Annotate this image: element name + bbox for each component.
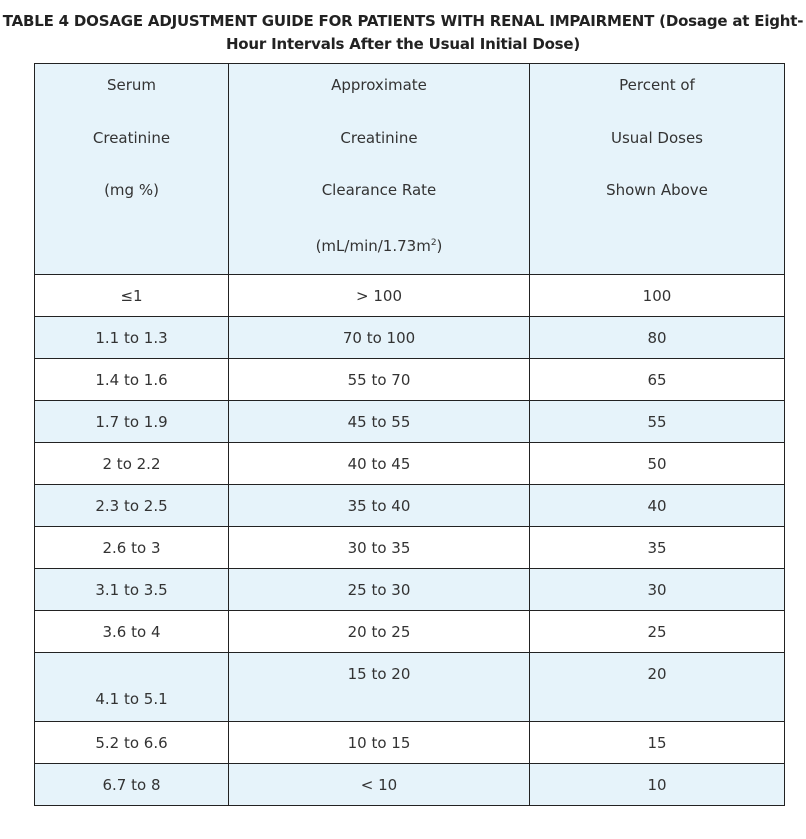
dosage-table (34, 63, 785, 806)
header-unit (229, 222, 529, 275)
cell-clearance: 55 to 70 (229, 359, 530, 401)
header-text: Shown Above (606, 181, 708, 199)
table-row (35, 317, 785, 359)
cell-clearance (229, 653, 530, 722)
cell-serum: 6.7 to 8 (35, 764, 229, 806)
header-text: Percent of (619, 76, 695, 94)
cell-clearance-text: 15 to 20 (347, 665, 411, 683)
cell-serum-text: 4.1 to 5.1 (95, 690, 168, 708)
header-text: Usual Doses (610, 128, 703, 147)
cell-percent: 10 (530, 764, 785, 806)
table-row (35, 401, 785, 443)
cell-clearance: 10 to 15 (229, 722, 530, 764)
table-row (35, 653, 785, 722)
header-text: Serum (106, 76, 157, 94)
header-text: Creatinine (340, 128, 418, 147)
cell-clearance: 45 to 55 (229, 401, 530, 443)
header-unit-close: ) (436, 236, 443, 255)
cell-clearance: 40 to 45 (229, 443, 530, 485)
table-row (35, 764, 785, 806)
cell-percent: 50 (530, 443, 785, 485)
cell-percent: 65 (530, 359, 785, 401)
table-row (35, 722, 785, 764)
cell-percent: 55 (530, 401, 785, 443)
cell-percent: 15 (530, 722, 785, 764)
table-caption (0, 10, 806, 56)
cell-percent (530, 653, 785, 722)
table-row (35, 275, 785, 317)
header-row (35, 64, 785, 275)
cell-serum: 2 to 2.2 (35, 443, 229, 485)
table-row (35, 569, 785, 611)
table-row (35, 611, 785, 653)
cell-percent: 35 (530, 527, 785, 569)
header-text: Creatinine (92, 128, 171, 147)
caption-line-2: Hour Intervals After the Usual Initial Dose) (225, 35, 581, 53)
caption-line-1: TABLE 4 DOSAGE ADJUSTMENT GUIDE FOR PATIENTS WITH RENAL IMPAIRMENT (Dosage at Eight- (2, 12, 804, 30)
cell-serum: 1.1 to 1.3 (35, 317, 229, 359)
cell-percent: 100 (530, 275, 785, 317)
header-serum-creatinine (35, 64, 229, 275)
table-row (35, 359, 785, 401)
cell-clearance: 30 to 35 (229, 527, 530, 569)
cell-percent-text: 20 (647, 665, 667, 683)
cell-percent: 25 (530, 611, 785, 653)
header-text: Clearance Rate (321, 181, 437, 199)
cell-serum: ≤1 (35, 275, 229, 317)
header-text: Approximate (331, 76, 427, 94)
cell-serum: 3.6 to 4 (35, 611, 229, 653)
table-row (35, 527, 785, 569)
cell-percent: 40 (530, 485, 785, 527)
cell-serum: 1.4 to 1.6 (35, 359, 229, 401)
cell-percent: 30 (530, 569, 785, 611)
cell-serum: 2.6 to 3 (35, 527, 229, 569)
cell-clearance: > 100 (229, 275, 530, 317)
cell-clearance: 25 to 30 (229, 569, 530, 611)
header-text: (mg %) (104, 181, 159, 199)
cell-clearance: < 10 (229, 764, 530, 806)
header-clearance-rate (229, 64, 530, 275)
cell-serum: 5.2 to 6.6 (35, 722, 229, 764)
header-unit-superscript: 2 (430, 237, 437, 248)
table-row (35, 485, 785, 527)
cell-serum: 2.3 to 2.5 (35, 485, 229, 527)
table-row (35, 443, 785, 485)
cell-clearance: 20 to 25 (229, 611, 530, 653)
header-percent-usual-doses (530, 64, 785, 275)
cell-percent: 80 (530, 317, 785, 359)
cell-clearance: 70 to 100 (229, 317, 530, 359)
cell-serum: 3.1 to 3.5 (35, 569, 229, 611)
cell-serum (35, 653, 229, 722)
cell-serum: 1.7 to 1.9 (35, 401, 229, 443)
cell-clearance: 35 to 40 (229, 485, 530, 527)
header-unit-text: (mL/min/1.73m (315, 236, 431, 255)
